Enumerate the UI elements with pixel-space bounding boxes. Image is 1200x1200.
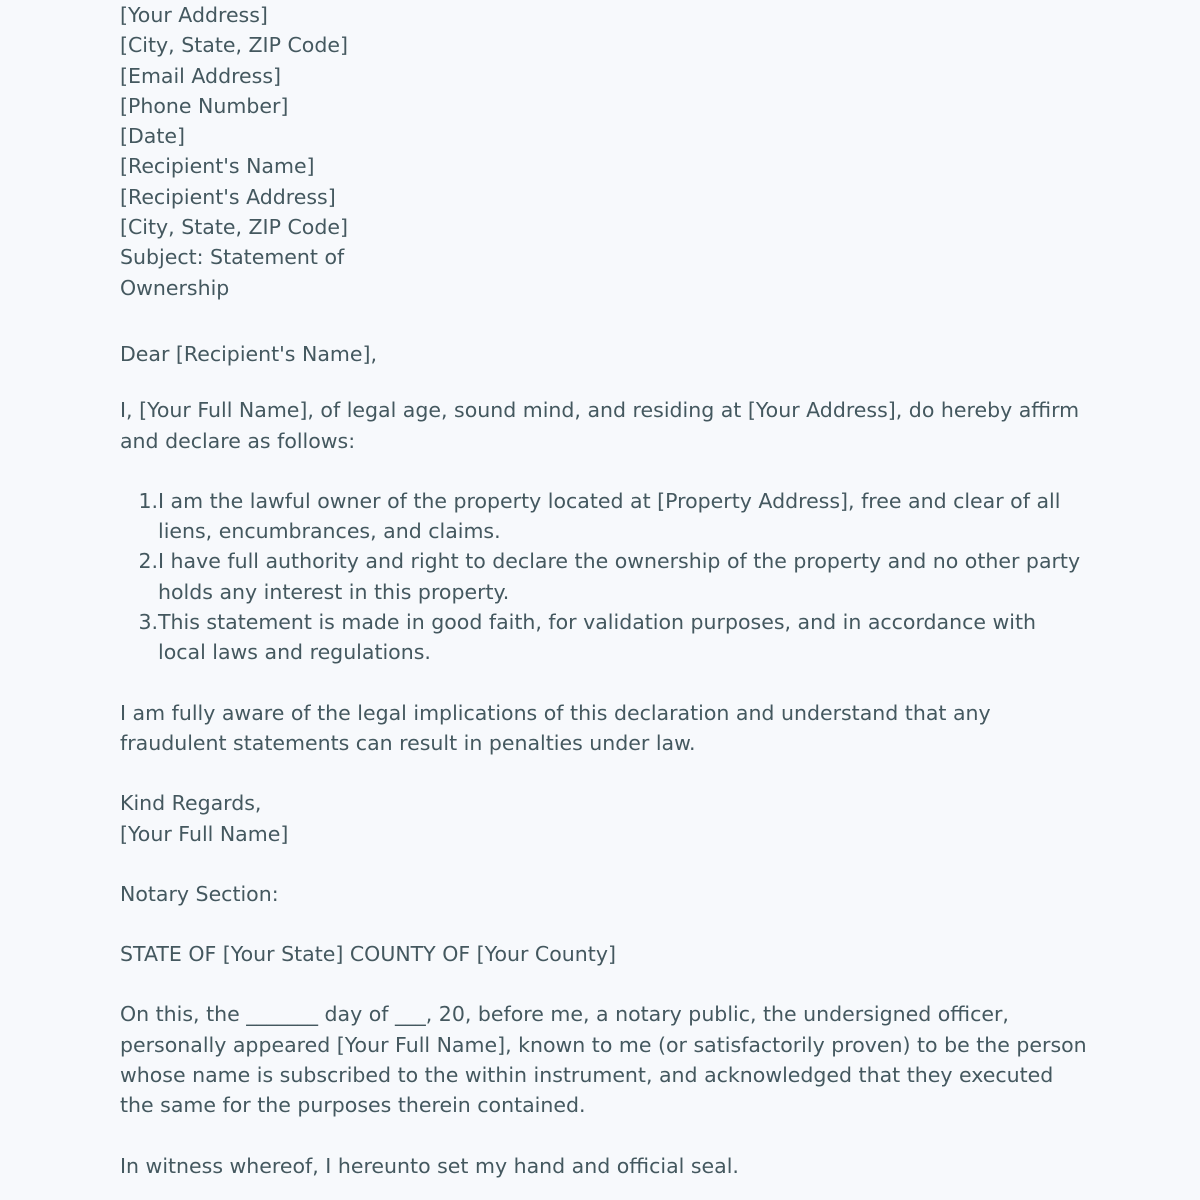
awareness-paragraph (120, 698, 1090, 759)
letter-body (120, 0, 1090, 1181)
declaration-text (158, 546, 1080, 607)
declaration-item (120, 546, 1090, 607)
notary-line-4: the same for the purposes therein contained. (120, 1093, 586, 1118)
declaration-text (158, 486, 1060, 547)
awareness-line-1: I am fully aware of the legal implications of this declaration and understand that any (120, 700, 991, 725)
declaration-line-1: This statement is made in good faith, for validation purposes, and in accordance with (158, 610, 1037, 635)
salutation-text: Dear [Recipient's Name], (120, 341, 377, 366)
recipient-name: [Recipient's Name] (120, 154, 315, 179)
declaration-list (120, 486, 1090, 668)
declaration-item (120, 607, 1090, 668)
letter-date: [Date] (120, 124, 185, 149)
declaration-text (158, 607, 1036, 668)
notary-state-county: STATE OF [Your State] COUNTY OF [Your County] (120, 942, 616, 967)
notary-line-3: whose name is subscribed to the within instrument, and acknowledged that they executed (120, 1063, 1054, 1088)
notary-heading-block (120, 879, 1090, 909)
sender-address: [Your Address] (120, 3, 268, 27)
declaration-line-2: liens, encumbrances, and claims. (158, 519, 501, 544)
notary-witness-block (120, 1151, 1090, 1181)
notary-heading: Notary Section: (120, 881, 279, 906)
declaration-line-2: holds any interest in this property. (158, 579, 510, 604)
closing-regards: Kind Regards, (120, 791, 262, 816)
recipient-address: [Recipient's Address] (120, 184, 336, 209)
closing-block (120, 788, 1090, 849)
declaration-line-1: I am the lawful owner of the property located at [Property Address], free and clear of all (158, 488, 1061, 513)
declaration-item (120, 486, 1090, 547)
awareness-line-2: fraudulent statements can result in penalties under law. (120, 730, 696, 755)
declaration-line-2: local laws and regulations. (158, 640, 431, 665)
sender-city-state-zip: [City, State, ZIP Code] (120, 33, 348, 58)
salutation (120, 339, 1090, 369)
declaration-line-1: I have full authority and right to declare the ownership of the property and no other party (158, 549, 1081, 574)
subject-line-2: Ownership (120, 275, 230, 300)
closing-name: [Your Full Name] (120, 821, 289, 846)
sender-email: [Email Address] (120, 63, 282, 88)
recipient-city-state-zip: [City, State, ZIP Code] (120, 215, 348, 240)
subject-line-1: Subject: Statement of (120, 245, 345, 270)
notary-witness: In witness whereof, I hereunto set my hand and official seal. (120, 1153, 739, 1178)
notary-line-2: personally appeared [Your Full Name], known to me (or satisfactorily proven) to be the person (120, 1032, 1087, 1057)
intro-paragraph (120, 395, 1090, 456)
intro-line-1: I, [Your Full Name], of legal age, sound mind, and residing at [Your Address], do hereby affirm (120, 398, 1080, 423)
sender-block (120, 0, 1090, 151)
subject-block (120, 242, 1090, 303)
declaration-number: 2. (138, 549, 158, 574)
intro-line-2: and declare as follows: (120, 428, 356, 453)
recipient-block (120, 151, 1090, 242)
notary-line-1: On this, the _______ day of ___, 20, before me, a notary public, the undersigned officer, (120, 1002, 1009, 1027)
declaration-number: 3. (138, 610, 158, 635)
notary-body-paragraph (120, 999, 1090, 1120)
notary-venue-block (120, 939, 1090, 969)
declaration-number: 1. (138, 488, 158, 513)
sender-phone: [Phone Number] (120, 93, 289, 118)
